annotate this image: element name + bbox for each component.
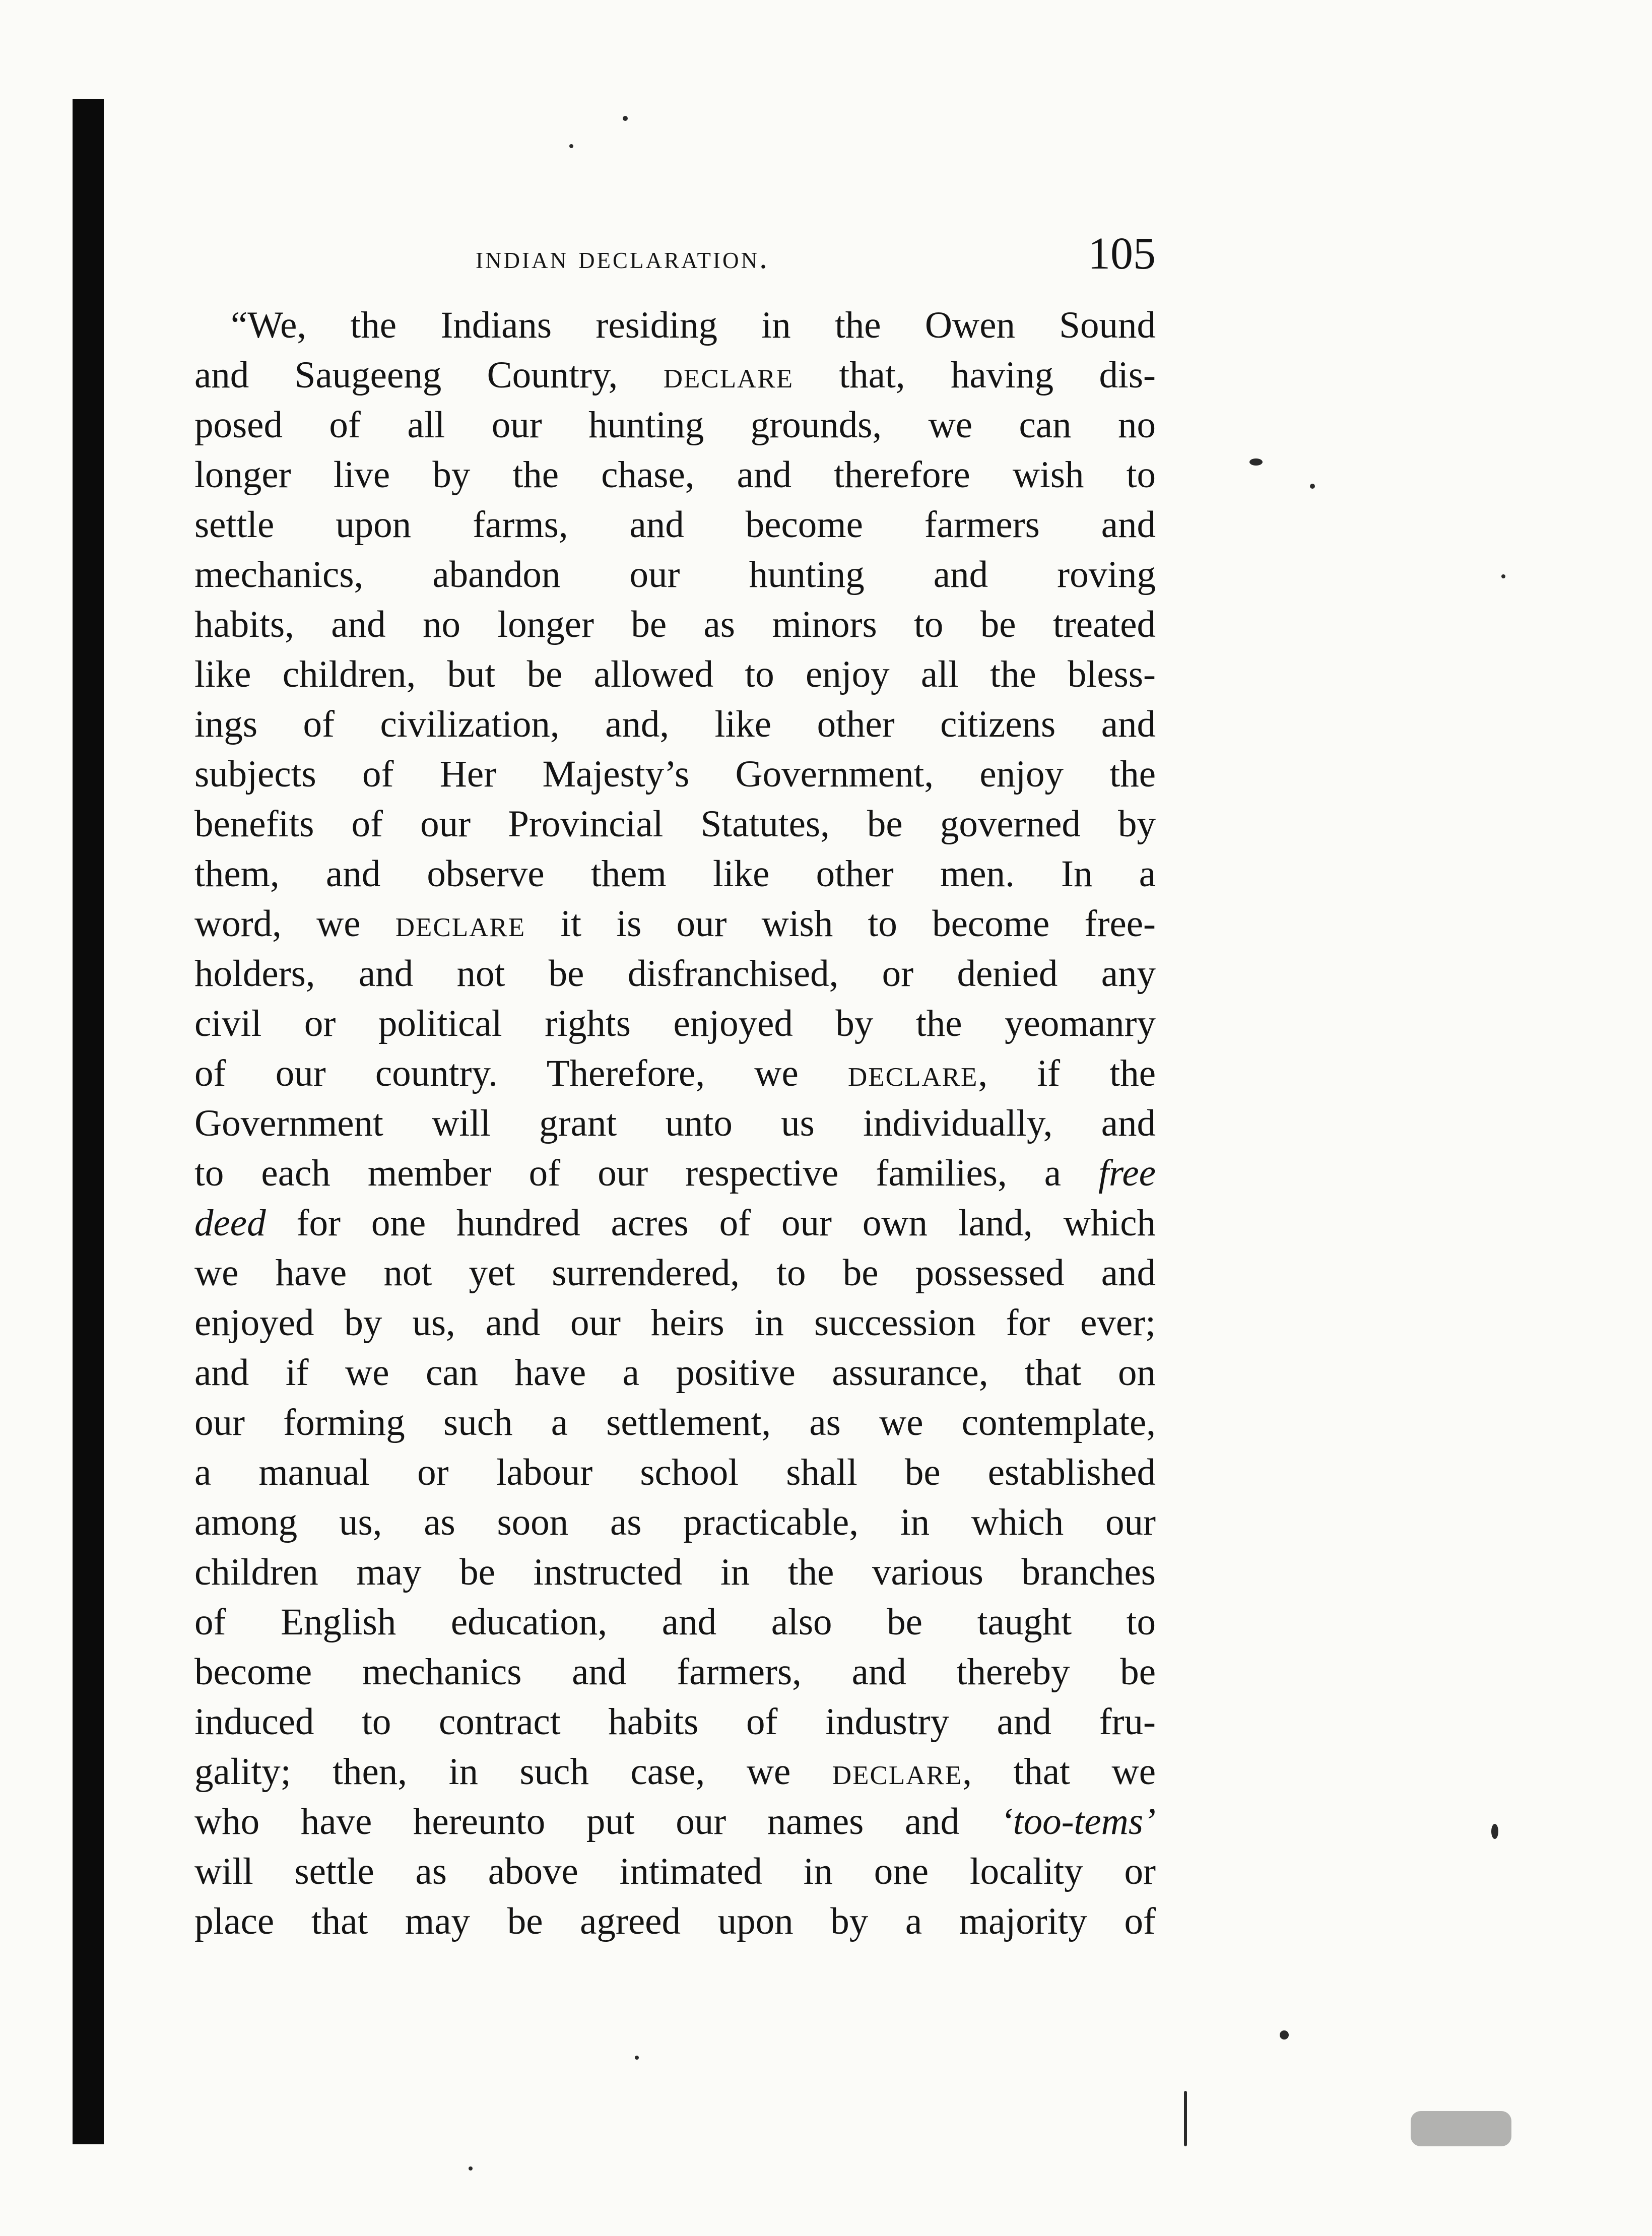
scan-speck xyxy=(1491,1824,1498,1839)
text-run: mechanics, abandon our hunting and roving xyxy=(194,554,1156,596)
text-run: induced to contract habits of industry and fru- xyxy=(194,1701,1156,1743)
text-line xyxy=(194,799,1156,849)
body-text xyxy=(194,300,1156,1946)
text-line xyxy=(194,1847,1156,1896)
text-run: posed of all our hunting grounds, we can no xyxy=(194,404,1156,446)
italic-text: deed xyxy=(194,1202,266,1244)
text-line xyxy=(194,1048,1156,1098)
text-run: to each member of our respective families, a xyxy=(194,1152,1099,1194)
text-run: that, having dis- xyxy=(794,354,1156,396)
text-line xyxy=(194,1797,1156,1847)
scan-speck xyxy=(1249,458,1263,466)
text-line xyxy=(194,1597,1156,1647)
text-run: “We, the Indians residing in the Owen Sound xyxy=(231,304,1156,346)
text-run: who have hereunto put our names and xyxy=(194,1801,1001,1843)
text-run: , that we xyxy=(962,1751,1156,1793)
small-caps-word: declare xyxy=(847,1053,978,1094)
text-run: habits, and no longer be as minors to be treated xyxy=(194,604,1156,645)
scan-speck xyxy=(623,116,628,121)
text-line xyxy=(194,699,1156,749)
text-line xyxy=(194,1148,1156,1198)
text-run: longer live by the chase, and therefore wish to xyxy=(194,454,1156,496)
text-line xyxy=(194,999,1156,1048)
text-run: enjoyed by us, and our heirs in succession for ever; xyxy=(194,1302,1156,1344)
text-run: and if we can have a positive assurance, that on xyxy=(194,1352,1156,1394)
text-line xyxy=(194,550,1156,600)
text-line xyxy=(194,1198,1156,1248)
scan-speck xyxy=(1411,2111,1511,2146)
text-run: children may be instructed in the various branches xyxy=(194,1551,1156,1593)
text-line xyxy=(194,949,1156,999)
text-run: word, we xyxy=(194,903,395,945)
text-line xyxy=(194,1747,1156,1797)
italic-text: free xyxy=(1098,1152,1156,1194)
text-line xyxy=(194,1448,1156,1497)
page-number: 105 xyxy=(1088,229,1156,279)
text-run: of English education, and also be taught to xyxy=(194,1601,1156,1643)
scan-speck xyxy=(469,2166,473,2171)
scan-speck xyxy=(569,144,573,148)
small-caps-word: declare xyxy=(832,1751,963,1793)
text-run: gality; then, in such case, we xyxy=(194,1751,832,1793)
text-line xyxy=(194,1497,1156,1547)
binding-shadow xyxy=(73,99,104,2144)
text-line xyxy=(194,1348,1156,1398)
text-run: a manual or labour school shall be established xyxy=(194,1452,1156,1493)
text-run: our forming such a settlement, as we contemplate, xyxy=(194,1402,1156,1443)
text-run: among us, as soon as practicable, in which our xyxy=(194,1501,1156,1543)
text-line xyxy=(194,1398,1156,1448)
text-run: , if the xyxy=(978,1053,1156,1094)
text-run: benefits of our Provincial Statutes, be governed by xyxy=(194,803,1156,845)
text-run: place that may be agreed upon by a majority of xyxy=(194,1900,1156,1942)
text-run: like children, but be allowed to enjoy all the bless- xyxy=(194,653,1156,695)
text-line xyxy=(194,849,1156,899)
text-run: we have not yet surrendered, to be possessed and xyxy=(194,1252,1156,1294)
scan-speck xyxy=(1184,2091,1187,2146)
text-line xyxy=(194,1647,1156,1697)
text-line xyxy=(194,400,1156,450)
text-run: settle upon farms, and become farmers and xyxy=(194,504,1156,546)
text-run: of our country. Therefore, we xyxy=(194,1053,848,1094)
text-line xyxy=(194,1298,1156,1348)
running-head: indian declaration. xyxy=(476,239,769,275)
scan-speck xyxy=(635,2056,639,2060)
text-line xyxy=(194,1896,1156,1946)
page-header xyxy=(194,228,1156,288)
italic-text: ‘too-tems’ xyxy=(1000,1801,1156,1843)
text-run: and Saugeeng Country, xyxy=(194,354,664,396)
scan-speck xyxy=(1501,574,1505,578)
text-run: become mechanics and farmers, and thereby be xyxy=(194,1651,1156,1693)
text-run: ings of civilization, and, like other citizens and xyxy=(194,703,1156,745)
text-line xyxy=(194,1248,1156,1298)
text-line xyxy=(194,1098,1156,1148)
text-line xyxy=(194,1697,1156,1747)
small-caps-word: declare xyxy=(663,354,794,396)
text-line xyxy=(194,1547,1156,1597)
text-run: it is our wish to become free- xyxy=(525,903,1156,945)
text-line xyxy=(194,899,1156,949)
text-run: holders, and not be disfranchised, or denied any xyxy=(194,953,1156,995)
text-line xyxy=(194,300,1156,350)
text-run: civil or political rights enjoyed by the yeomanry xyxy=(194,1003,1156,1044)
text-run: will settle as above intimated in one locality or xyxy=(194,1851,1156,1892)
scan-speck xyxy=(1280,2030,1289,2040)
text-run: Government will grant unto us individually, and xyxy=(194,1102,1156,1144)
text-line xyxy=(194,600,1156,649)
small-caps-word: declare xyxy=(395,903,526,945)
text-run: for one hundred acres of our own land, which xyxy=(266,1202,1156,1244)
scan-speck xyxy=(1310,484,1315,489)
text-line xyxy=(194,649,1156,699)
text-line xyxy=(194,450,1156,500)
text-line xyxy=(194,500,1156,550)
text-run: subjects of Her Majesty’s Government, enjoy the xyxy=(194,753,1156,795)
text-line xyxy=(194,749,1156,799)
text-line xyxy=(194,350,1156,400)
text-run: them, and observe them like other men. In a xyxy=(194,853,1156,895)
